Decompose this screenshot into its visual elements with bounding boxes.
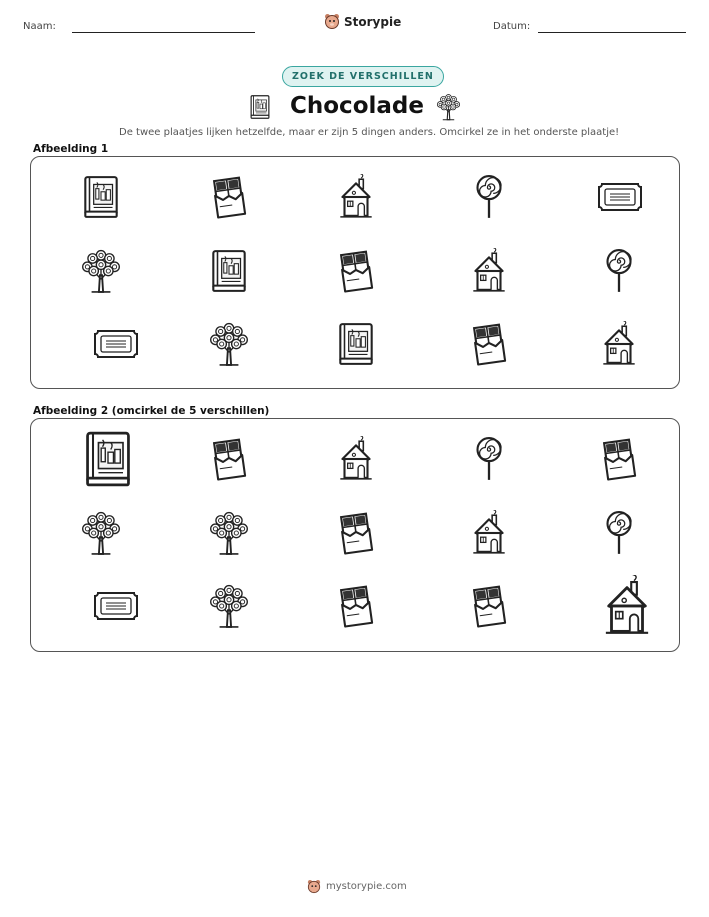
book-icon bbox=[78, 174, 124, 220]
tree-icon bbox=[78, 248, 124, 294]
gingerbread-house-icon bbox=[333, 174, 379, 220]
picture2-item-3-3[interactable] bbox=[333, 583, 379, 629]
lollipop-icon bbox=[466, 436, 512, 482]
picture2-item-2-1[interactable] bbox=[78, 510, 124, 556]
chocolate-bar-icon bbox=[333, 248, 379, 294]
storypie-logo bbox=[324, 13, 401, 30]
picture2-item-1-4[interactable] bbox=[466, 436, 512, 482]
picture1-item-3-3 bbox=[333, 321, 379, 367]
footer-url[interactable]: mystorypie.com bbox=[326, 881, 407, 892]
gingerbread-house-icon bbox=[466, 510, 512, 556]
name-line[interactable] bbox=[72, 32, 255, 33]
title-tree-icon bbox=[435, 93, 462, 125]
picture1-item-1-5 bbox=[596, 173, 644, 221]
name-label: Naam: bbox=[23, 21, 56, 32]
picture2-panel[interactable] bbox=[30, 418, 680, 652]
storypie-mascot-icon bbox=[307, 879, 321, 894]
book-icon bbox=[206, 248, 252, 294]
chocolate-bar-icon bbox=[333, 583, 379, 629]
picture2-item-2-4[interactable] bbox=[466, 510, 512, 556]
tree-icon bbox=[206, 321, 252, 367]
picture1-item-2-3 bbox=[333, 248, 379, 294]
picture1-item-1-1 bbox=[78, 174, 124, 220]
picture2-item-2-3[interactable] bbox=[333, 510, 379, 556]
gingerbread-house-icon bbox=[596, 321, 642, 367]
picture1-item-1-3 bbox=[333, 174, 379, 220]
picture1-label: Afbeelding 1 bbox=[33, 143, 109, 155]
date-line[interactable] bbox=[538, 32, 686, 33]
book-icon bbox=[333, 321, 379, 367]
tree-icon bbox=[206, 583, 252, 629]
picture2-label: Afbeelding 2 (omcirkel de 5 verschillen) bbox=[33, 405, 270, 417]
ticket-icon bbox=[596, 180, 644, 214]
picture1-item-1-2 bbox=[206, 174, 252, 220]
picture2-item-1-3[interactable] bbox=[333, 436, 379, 482]
chocolate-bar-icon bbox=[206, 174, 252, 220]
picture2-item-3-2[interactable] bbox=[206, 583, 252, 629]
chocolate-bar-icon bbox=[333, 510, 379, 556]
date-label: Datum: bbox=[493, 21, 531, 32]
lollipop-icon bbox=[596, 510, 642, 556]
picture1-item-2-1 bbox=[78, 248, 124, 294]
footer bbox=[307, 879, 407, 894]
tree-icon bbox=[206, 510, 252, 556]
brand-name: Storypie bbox=[344, 14, 402, 29]
instructions: De twee plaatjes lijken hetzelfde, maar er zijn 5 dingen anders. Omcirkel ze in het onderste plaatje! bbox=[119, 127, 620, 138]
picture2-item-1-5[interactable] bbox=[596, 436, 642, 482]
picture2-item-3-5[interactable] bbox=[596, 575, 658, 637]
picture1-item-3-4 bbox=[466, 321, 512, 367]
picture1-panel bbox=[30, 156, 680, 389]
chocolate-bar-icon bbox=[206, 436, 252, 482]
ticket-icon bbox=[92, 327, 140, 361]
activity-badge: ZOEK DE VERSCHILLEN bbox=[282, 66, 444, 87]
picture2-item-2-2[interactable] bbox=[206, 510, 252, 556]
gingerbread-house-icon bbox=[466, 248, 512, 294]
picture2-item-1-2[interactable] bbox=[206, 436, 252, 482]
chocolate-bar-icon bbox=[596, 436, 642, 482]
gingerbread-house-icon bbox=[596, 575, 658, 637]
tree-icon bbox=[78, 510, 124, 556]
picture2-item-1-1[interactable] bbox=[78, 429, 138, 489]
picture1-item-3-2 bbox=[206, 321, 252, 367]
picture1-item-2-5 bbox=[596, 248, 642, 294]
storypie-mascot-icon bbox=[324, 13, 340, 30]
book-icon bbox=[78, 429, 138, 489]
picture1-item-2-4 bbox=[466, 248, 512, 294]
chocolate-bar-icon bbox=[466, 583, 512, 629]
title-book-icon bbox=[248, 94, 272, 124]
picture2-item-3-4[interactable] bbox=[466, 583, 512, 629]
picture1-item-2-2 bbox=[206, 248, 252, 294]
picture2-item-2-5[interactable] bbox=[596, 510, 642, 556]
lollipop-icon bbox=[596, 248, 642, 294]
picture2-item-3-1[interactable] bbox=[92, 582, 140, 630]
lollipop-icon bbox=[466, 174, 512, 220]
picture1-item-1-4 bbox=[466, 174, 512, 220]
page-title: Chocolade bbox=[290, 93, 424, 119]
chocolate-bar-icon bbox=[466, 321, 512, 367]
ticket-icon bbox=[92, 589, 140, 623]
gingerbread-house-icon bbox=[333, 436, 379, 482]
picture1-item-3-5 bbox=[596, 321, 642, 367]
picture1-item-3-1 bbox=[92, 320, 140, 368]
